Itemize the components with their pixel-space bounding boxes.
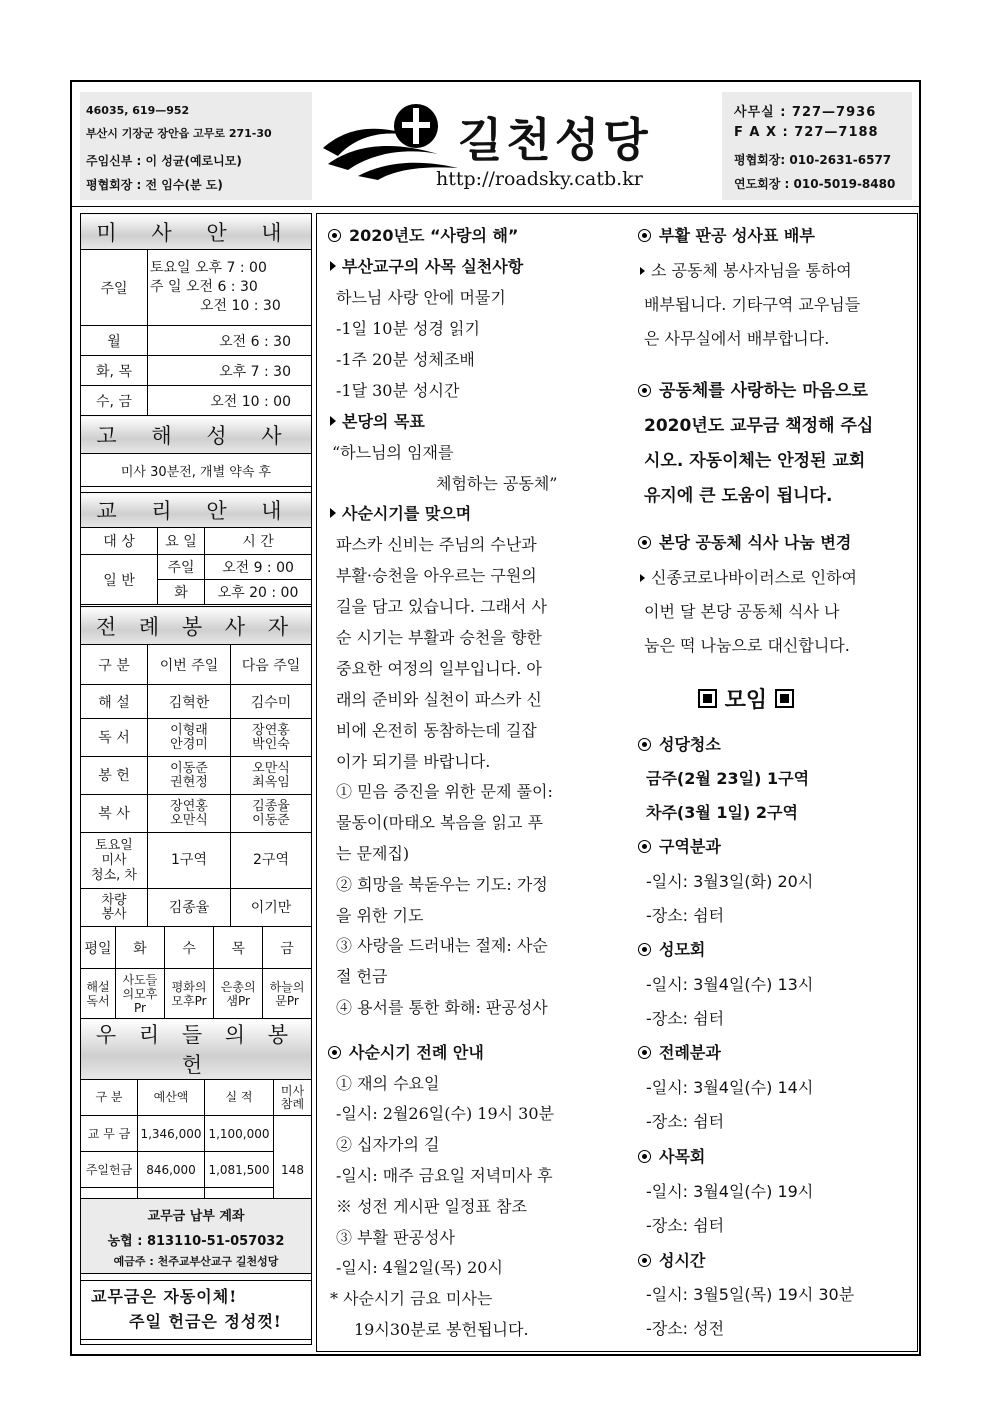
server-next-week: 2구역 [231, 833, 312, 889]
slogan-line: 주일 헌금은 정성껏! [129, 1312, 282, 1331]
server-this-week: 이동준 권현정 [148, 757, 231, 795]
mass-time: 오전 10 : 30 [200, 298, 281, 314]
church-url[interactable]: http://roadsky.catb.kr [436, 168, 643, 190]
catechism-time: 오후 20 : 00 [205, 580, 312, 605]
postal-code: 46035, 619—952 [86, 104, 190, 117]
offering-label: 교 무 금 [81, 1116, 138, 1152]
mid-line: ④ 용서를 통한 화해: 판공성사 [336, 998, 548, 1017]
offering-header: 미사 참례 [274, 1080, 312, 1116]
right-line: 눔은 떡 나눔으로 대신합니다. [644, 636, 850, 655]
offering-header: 구 분 [81, 1080, 138, 1116]
header-contact-box [722, 92, 912, 200]
meeting-title: 모임 [698, 683, 794, 714]
meeting-line: -일시: 3월4일(수) 14시 [646, 1078, 814, 1097]
mid-line: 절 헌금 [336, 967, 388, 986]
catechism-day: 화 [158, 580, 205, 605]
mid-line: -일시: 4월2일(목) 20시 [336, 1258, 503, 1277]
offering-header: 실 적 [205, 1080, 274, 1116]
mass-time: 주 일 오전 6 : 30 [150, 279, 258, 295]
triangle-icon [330, 416, 336, 426]
address: 부산시 기장군 장안읍 고무로 271-30 [86, 127, 272, 140]
right-line: 시오. 자동이체는 안정된 교회 [644, 451, 866, 471]
meeting-heading: 성당청소 [638, 732, 721, 755]
account-number: 농협 : 813110-51-057032 [107, 1234, 285, 1249]
meeting-line: -일시: 3월4일(수) 19시 [646, 1182, 814, 1201]
weekday-table [80, 926, 312, 1019]
triangle-icon [640, 267, 645, 275]
confession-text: 미사 30분전, 개별 약속 후 [81, 454, 312, 487]
mid-line: 길을 담고 있습니다. 그래서 사 [336, 597, 547, 616]
offering-actual: 1,081,500 [205, 1152, 274, 1188]
pastor: 주임신부 : 이 성균(예로니모) [86, 154, 242, 168]
mass-day: 화, 목 [81, 356, 148, 386]
mid-line: -일시: 2월26일(수) 19시 30분 [336, 1104, 554, 1123]
servers-header: 이번 주일 [148, 645, 231, 685]
mid-sub-3: 사순시기를 맞으며 [330, 501, 471, 524]
yeondo-phone: 연도회장 : 010-5019-8480 [734, 177, 896, 191]
mid-line: ① 재의 수요일 [336, 1074, 440, 1093]
mid-line: 을 위한 기도 [336, 906, 424, 925]
server-role: 봉 헌 [81, 757, 148, 795]
mid-heading-2: 사순시기 전례 안내 [328, 1040, 484, 1063]
offering-title: 우 리 들 의 봉 헌 [81, 1019, 312, 1080]
offering-attendance: 148 [274, 1116, 312, 1224]
square-icon [775, 689, 794, 708]
mass-day: 주일 [81, 250, 148, 326]
mid-heading-1: 2020년도 “사랑의 해” [328, 223, 518, 246]
weekday-cell: 사도들 의모후 Pr [116, 969, 165, 1019]
confession-title: 고 해 성 사 [81, 416, 312, 454]
server-next-week: 장연홍 박인숙 [231, 719, 312, 757]
meeting-line: -장소: 쉼터 [646, 1009, 725, 1028]
catechism-table [80, 492, 312, 605]
mid-line: ② 희망을 북돋우는 기도: 가정 [336, 875, 548, 894]
servers-header: 구 분 [81, 645, 148, 685]
mass-time: 오전 10 : 00 [148, 386, 312, 416]
offering-budget: 1,346,000 [138, 1116, 205, 1152]
mid-line: -1달 30분 성시간 [336, 381, 460, 400]
server-this-week: 이형래 안경미 [148, 719, 231, 757]
server-next-week: 김종율 이동준 [231, 795, 312, 833]
server-this-week: 1구역 [148, 833, 231, 889]
bullet-icon [638, 738, 651, 751]
mid-line: ③ 사랑을 드러내는 절제: 사순 [336, 936, 548, 955]
right-heading-3: 본당 공동체 식사 나눔 변경 [638, 530, 851, 553]
servers-title: 전 례 봉 사 자 [81, 607, 312, 645]
account-title: 교무금 납부 계좌 [147, 1209, 245, 1224]
server-role: 해 설 [81, 685, 148, 719]
weekday-header: 수 [164, 927, 213, 969]
meeting-line: -장소: 쉼터 [646, 1112, 725, 1131]
mid-line: ※ 성전 게시판 일정표 참조 [336, 1197, 527, 1216]
meeting-line: 차주(3월 1일) 2구역 [646, 803, 798, 822]
server-role: 독 서 [81, 719, 148, 757]
bullet-icon [638, 1150, 651, 1163]
meeting-heading: 사목회 [638, 1144, 705, 1167]
mass-table [80, 213, 312, 487]
catechism-group: 일 반 [81, 555, 158, 605]
mid-line: 부활·승천을 아우르는 구원의 [336, 566, 537, 585]
offering-budget: 846,000 [138, 1152, 205, 1188]
offering-table [80, 1018, 312, 1224]
mid-line: 파스카 신비는 주님의 수난과 [336, 535, 537, 554]
meeting-line: -일시: 3월5일(목) 19시 30분 [646, 1285, 855, 1304]
square-icon [698, 689, 717, 708]
weekday-cell: 해설 독서 [81, 969, 116, 1019]
mid-line: 하느님 사랑 안에 머물기 [336, 288, 506, 307]
council-president: 평협회장 : 전 임수(분 도) [86, 178, 223, 192]
meeting-line: -일시: 3월3일(화) 20시 [646, 872, 814, 891]
right-line: 유지에 큰 도움이 됩니다. [644, 486, 833, 506]
mid-line: -일시: 매주 금요일 저녁미사 후 [336, 1166, 553, 1185]
catechism-header: 대 상 [81, 528, 158, 555]
bullet-icon [328, 229, 341, 242]
servers-table [80, 606, 312, 927]
triangle-icon [330, 261, 336, 271]
mid-line: 물동이(마태오 복음을 읽고 푸 [336, 813, 543, 832]
slogan-box [80, 1280, 312, 1340]
header-address-box [80, 92, 312, 200]
mid-line: ③ 부활 판공성사 [336, 1228, 455, 1247]
server-role: 토요일 미사 청소, 차 [81, 833, 148, 889]
bullet-icon [638, 1254, 651, 1267]
catechism-header: 요 일 [158, 528, 205, 555]
catechism-time: 오전 9 : 00 [205, 555, 312, 580]
mid-sub-2: 본당의 목표 [330, 409, 425, 432]
office-phone: 사무실 : 727—7936 [734, 105, 877, 120]
meeting-line: -장소: 쉼터 [646, 1216, 725, 1235]
weekday-header: 목 [214, 927, 263, 969]
meeting-heading: 성시간 [638, 1248, 705, 1271]
weekday-cell: 은총의 샘Pr [214, 969, 263, 1019]
bullet-icon [638, 536, 651, 549]
servers-header: 다음 주일 [231, 645, 312, 685]
church-title: 길천성당 [458, 113, 652, 167]
mid-line: 는 문제집) [336, 844, 410, 863]
server-this-week: 김혁한 [148, 685, 231, 719]
mid-line: * 사순시기 금요 미사는 [330, 1289, 493, 1308]
bullet-icon [638, 1046, 651, 1059]
mid-line: ② 십자가의 길 [336, 1135, 440, 1154]
server-this-week: 김종율 [148, 889, 231, 927]
mid-line: 이가 되기를 바랍니다. [336, 752, 491, 771]
fax-number: F A X : 727—7188 [734, 125, 879, 140]
slogan-line: 교무금은 자동이체! [91, 1287, 238, 1306]
server-next-week: 오만식 최옥임 [231, 757, 312, 795]
mid-line: 19시30분로 봉헌됩니다. [354, 1320, 529, 1339]
right-heading-1: 부활 판공 성사표 배부 [638, 223, 815, 246]
weekday-header: 화 [116, 927, 165, 969]
bullet-icon [638, 384, 651, 397]
mid-line: 체험하는 공동체” [436, 474, 558, 493]
mid-sub-1: 부산교구의 사목 실천사항 [330, 254, 523, 277]
offering-actual: 1,100,000 [205, 1116, 274, 1152]
meeting-heading: 전례분과 [638, 1040, 721, 1063]
meeting-heading: 성모회 [638, 937, 705, 960]
weekday-cell: 평화의 모후Pr [164, 969, 213, 1019]
meeting-line: -장소: 쉼터 [646, 906, 725, 925]
mass-day: 월 [81, 326, 148, 356]
triangle-icon [640, 574, 645, 582]
mass-time: 오전 6 : 30 [148, 326, 312, 356]
server-this-week: 장연홍 오만식 [148, 795, 231, 833]
bullet-icon [638, 840, 651, 853]
offering-label: 주일헌금 [81, 1152, 138, 1188]
right-line: 배부됩니다. 기타구역 교우님들 [644, 295, 861, 314]
meeting-heading: 구역분과 [638, 834, 721, 857]
server-role: 복 사 [81, 795, 148, 833]
catechism-day: 주일 [158, 555, 205, 580]
mid-line: “하느님의 임재를 [332, 443, 454, 462]
mid-line: ① 믿음 증진을 위한 문제 풀이: [336, 782, 553, 801]
mid-line: 래의 준비와 실천이 파스카 신 [336, 690, 542, 709]
server-role: 차량 봉사 [81, 889, 148, 927]
meeting-line: 금주(2월 23일) 1구역 [646, 769, 810, 788]
mid-line: 순 시기는 부활과 승천을 향한 [336, 628, 542, 647]
right-line: 이번 달 본당 공동체 식사 나 [644, 602, 840, 621]
weekday-header: 평일 [81, 927, 116, 969]
triangle-icon [330, 508, 336, 518]
right-heading-2: 공동체를 사랑하는 마음으로 [638, 376, 868, 401]
mass-time: 토요일 오후 7 : 00 [150, 260, 267, 276]
server-next-week: 이기만 [231, 889, 312, 927]
server-next-week: 김수미 [231, 685, 312, 719]
catechism-header: 시 간 [205, 528, 312, 555]
right-line: 신종코로나바이러스로 인하여 [640, 565, 857, 588]
bullet-icon [638, 229, 651, 242]
account-holder: 예금주 : 천주교부산교구 길천성당 [113, 1255, 279, 1268]
bullet-icon [328, 1046, 341, 1059]
weekday-cell: 하늘의 문Pr [263, 969, 312, 1019]
mass-time: 오후 7 : 30 [148, 356, 312, 386]
header-divider [72, 206, 920, 207]
mid-line: -1주 20분 성체조배 [336, 350, 475, 369]
weekday-header: 금 [263, 927, 312, 969]
bullet-icon [638, 943, 651, 956]
meeting-line: -장소: 성전 [646, 1319, 725, 1338]
right-line: 소 공동체 봉사자님을 통하여 [640, 258, 852, 281]
catechism-title: 교 리 안 내 [81, 493, 312, 528]
offering-header: 예산액 [138, 1080, 205, 1116]
mid-line: 비에 온전히 동참하는데 길잡 [336, 721, 537, 740]
mid-line: -1일 10분 성경 읽기 [336, 319, 480, 338]
council-phone: 평협회장: 010-2631-6577 [734, 153, 892, 167]
right-line: 2020년도 교무금 책정해 주십 [644, 416, 874, 436]
mass-day: 수, 금 [81, 386, 148, 416]
right-line: 은 사무실에서 배부합니다. [644, 329, 830, 348]
mid-line: 중요한 여정의 일부입니다. 아 [336, 659, 542, 678]
meeting-line: -일시: 3월4일(수) 13시 [646, 975, 814, 994]
account-box [80, 1198, 312, 1274]
mass-title: 미 사 안 내 [81, 214, 312, 250]
